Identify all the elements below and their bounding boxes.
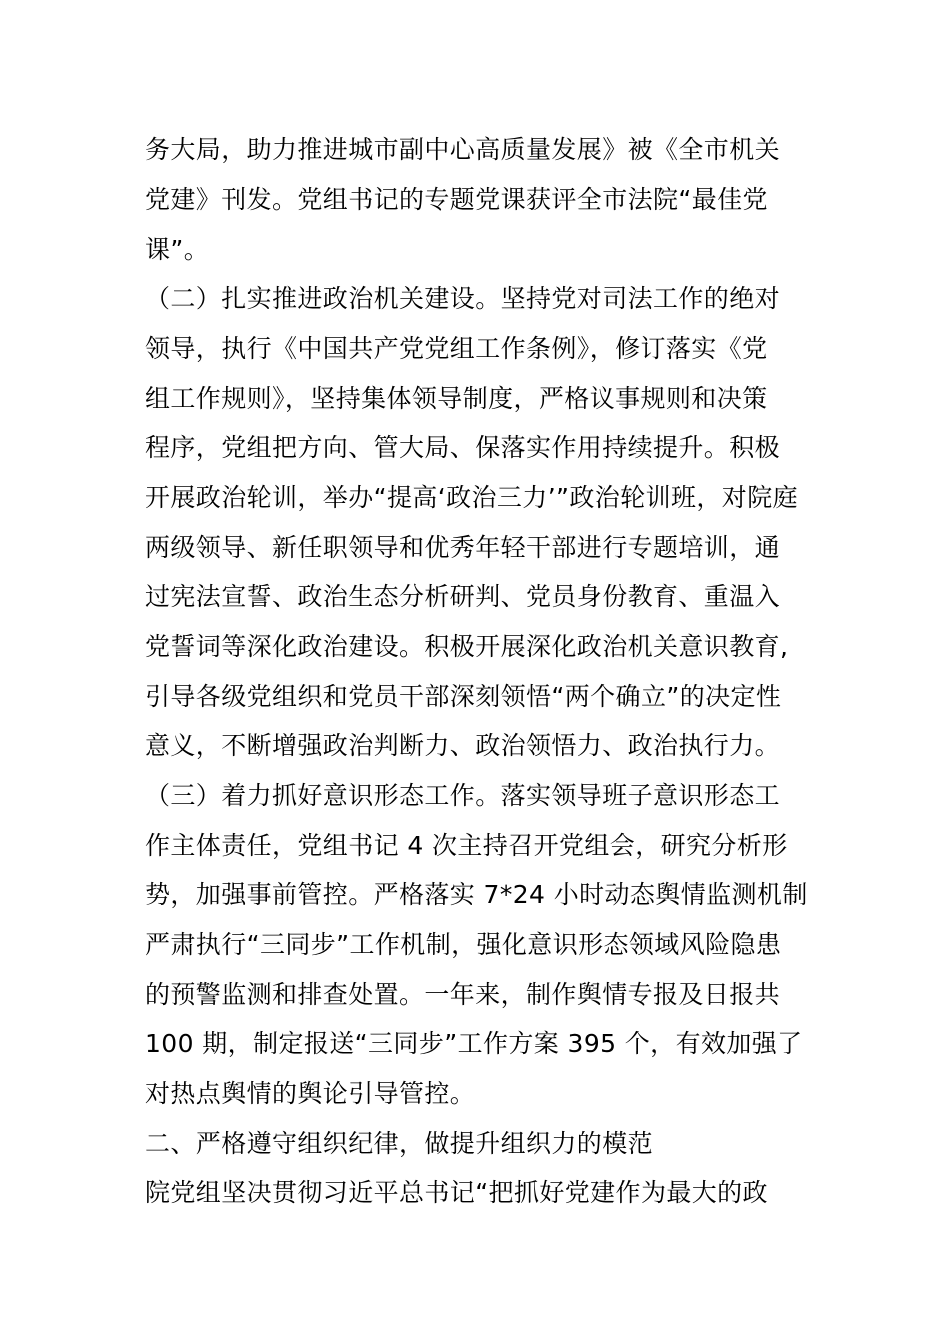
text-line: 100 期，制定报送“三同步”工作方案 395 个，有效加强了 bbox=[145, 1029, 803, 1058]
text-line: 过宪法宣誓、政治生态分析研判、党员身份教育、重温入 bbox=[145, 582, 781, 611]
text-line: 领导，执行《中国共产党党组工作条例》，修订落实《党 bbox=[145, 334, 768, 363]
text-line: 两级领导、新任职领导和优秀年轻干部进行专题培训，通 bbox=[145, 533, 781, 562]
section-heading-line: （三）着力抓好意识形态工作。落实领导班子意识形态工 bbox=[145, 781, 781, 810]
text-line: 引导各级党组织和党员干部深刻领悟“两个确立”的决定性 bbox=[145, 682, 782, 711]
text-line: 作主体责任，党组书记 4 次主持召开党组会，研究分析形 bbox=[145, 831, 788, 860]
text-line: 对热点舆情的舆论引导管控。 bbox=[145, 1079, 476, 1108]
section-heading-line: （二）扎实推进政治机关建设。坚持党对司法工作的绝对 bbox=[145, 284, 781, 313]
text-line: 程序，党组把方向、管大局、保落实作用持续提升。积极 bbox=[145, 433, 781, 462]
text-line: 课”。 bbox=[145, 235, 210, 264]
text-line: 务大局，助力推进城市副中心高质量发展》被《全市机关 bbox=[145, 135, 781, 164]
chapter-heading-line: 二、严格遵守组织纪律，做提升组织力的模范 bbox=[145, 1129, 654, 1158]
text-line: 意义，不断增强政治判断力、政治领悟力、政治执行力。 bbox=[145, 731, 781, 760]
text-line: 的预警监测和排查处置。一年来，制作舆情专报及日报共 bbox=[145, 980, 781, 1009]
text-line: 开展政治轮训，举办“提高‘政治三力’”政治轮训班，对院庭 bbox=[145, 483, 798, 512]
text-line: 势，加强事前管控。严格落实 7*24 小时动态舆情监测机制 bbox=[145, 880, 808, 909]
text-line: 严肃执行“三同步”工作机制，强化意识形态领域风险隐患 bbox=[145, 930, 782, 959]
text-line: 院党组坚决贯彻习近平总书记“把抓好党建作为最大的政 bbox=[145, 1178, 768, 1207]
text-line: 党建》刊发。党组书记的专题党课获评全市法院“最佳党 bbox=[145, 185, 768, 214]
text-line: 组工作规则》，坚持集体领导制度，严格议事规则和决策 bbox=[145, 384, 768, 413]
text-line: 党誓词等深化政治建设。积极开展深化政治机关意识教育, bbox=[145, 632, 789, 661]
